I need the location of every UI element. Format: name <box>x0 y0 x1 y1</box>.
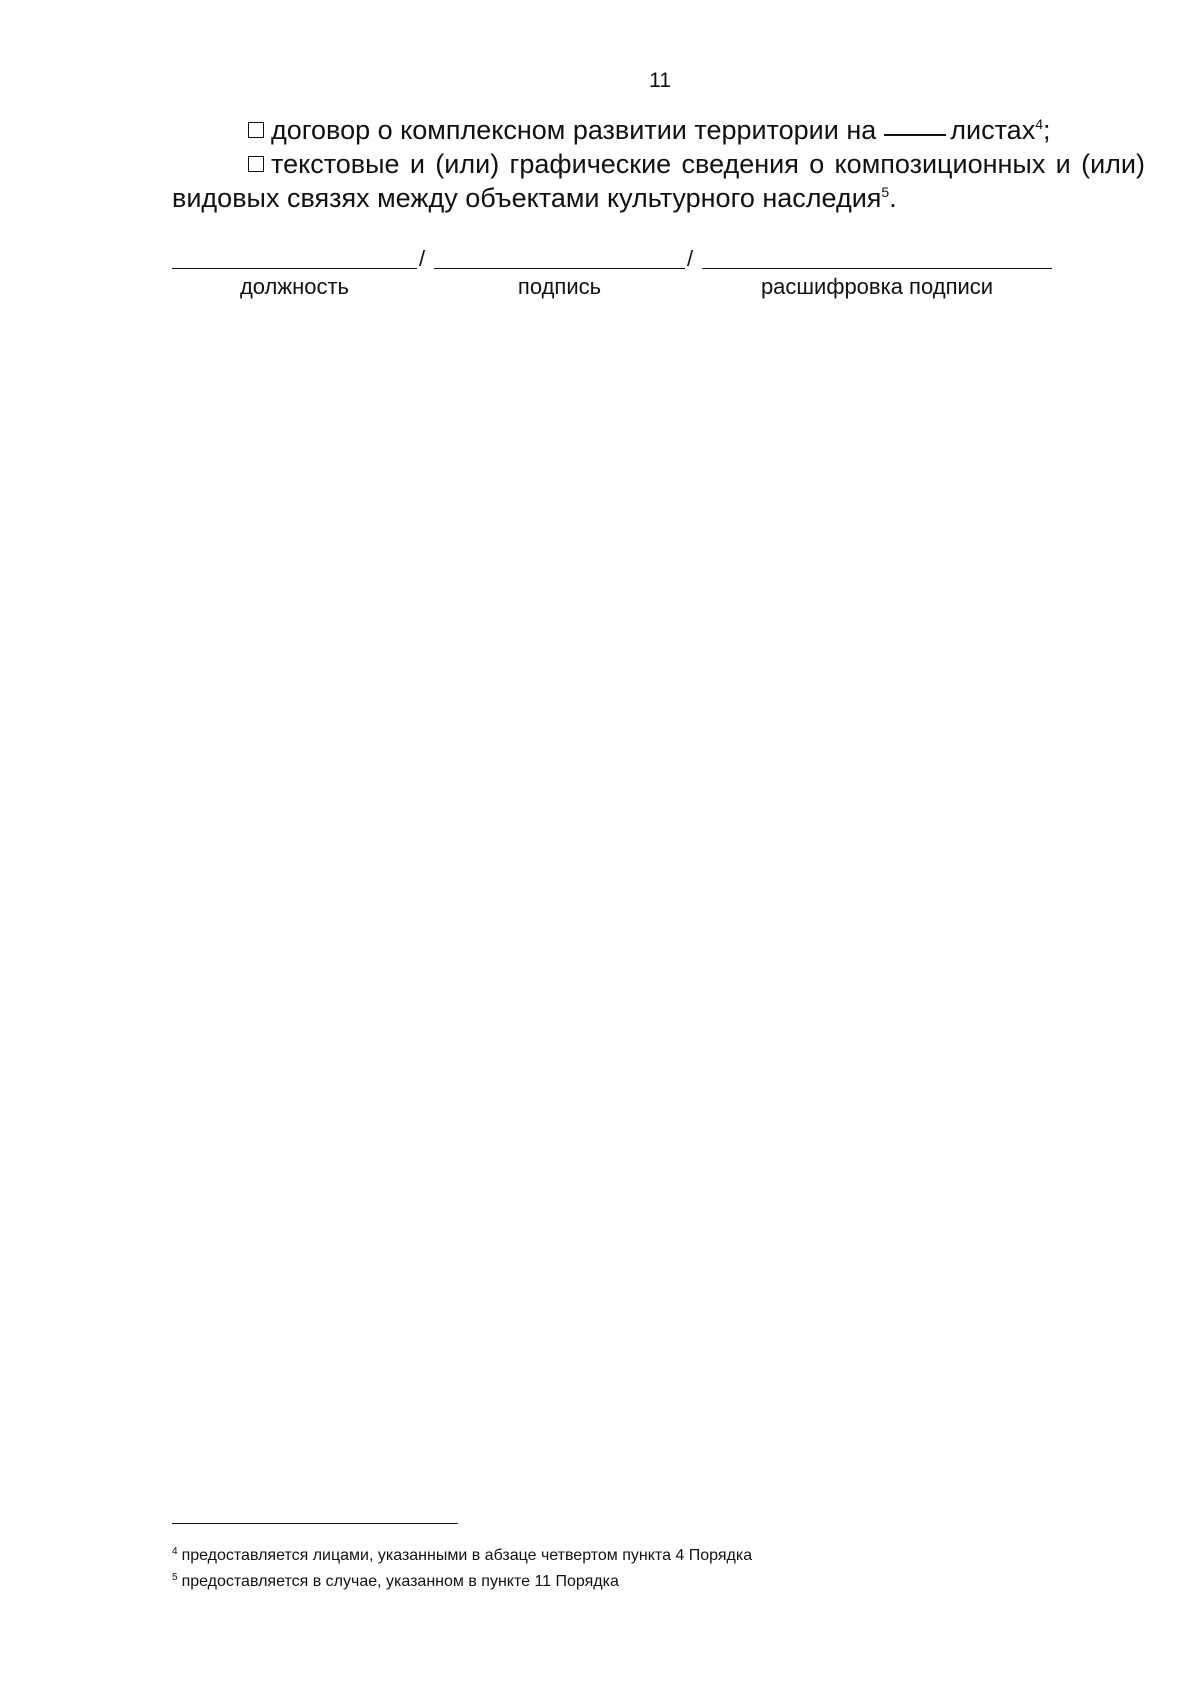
checkbox-contract[interactable] <box>248 122 264 138</box>
footnote-mark-5: 5 <box>172 1572 178 1583</box>
footnote-ref-4[interactable]: 4 <box>1035 116 1043 132</box>
signature-block <box>172 248 1102 308</box>
page-number: 11 <box>649 69 671 92</box>
footnote-text-4: предоставляется лицами, указанными в абзаце четвертом пункта 4 Порядка <box>181 1547 753 1564</box>
document-body <box>172 113 1145 215</box>
separator-1: / <box>419 246 426 271</box>
footnote-mark-4: 4 <box>172 1546 178 1557</box>
footnote-ref-5[interactable]: 5 <box>881 184 890 200</box>
position-line[interactable] <box>172 268 417 269</box>
item-heritage-text: текстовые и (или) графические сведения о композиционных и (или) видовых связях между объектами культурного наследия <box>172 149 1145 213</box>
checkbox-heritage[interactable] <box>248 156 264 172</box>
footnote-text-5: предоставляется в случае, указанном в пункте 11 Порядка <box>181 1573 619 1590</box>
label-signature: подпись <box>517 274 602 299</box>
sheets-count-blank[interactable] <box>884 133 946 136</box>
item-contract-sheets-text: листах <box>950 115 1036 145</box>
footnote-5 <box>172 1569 1102 1595</box>
list-item-heritage <box>172 147 1145 215</box>
label-decoding: расшифровка подписи <box>760 274 994 299</box>
list-item-contract <box>172 113 1145 147</box>
footnote-4 <box>172 1543 1102 1569</box>
item-contract-text: договор о комплексном развитии территории на <box>271 115 877 145</box>
decoding-line[interactable] <box>702 268 1052 269</box>
item-contract-ending: ; <box>1043 115 1051 145</box>
separator-2: / <box>687 246 694 271</box>
footnote-separator <box>172 1523 458 1524</box>
footnotes <box>172 1543 1102 1595</box>
signature-line[interactable] <box>434 268 685 269</box>
label-position: должность <box>239 274 350 299</box>
item-heritage-ending: . <box>889 183 897 213</box>
